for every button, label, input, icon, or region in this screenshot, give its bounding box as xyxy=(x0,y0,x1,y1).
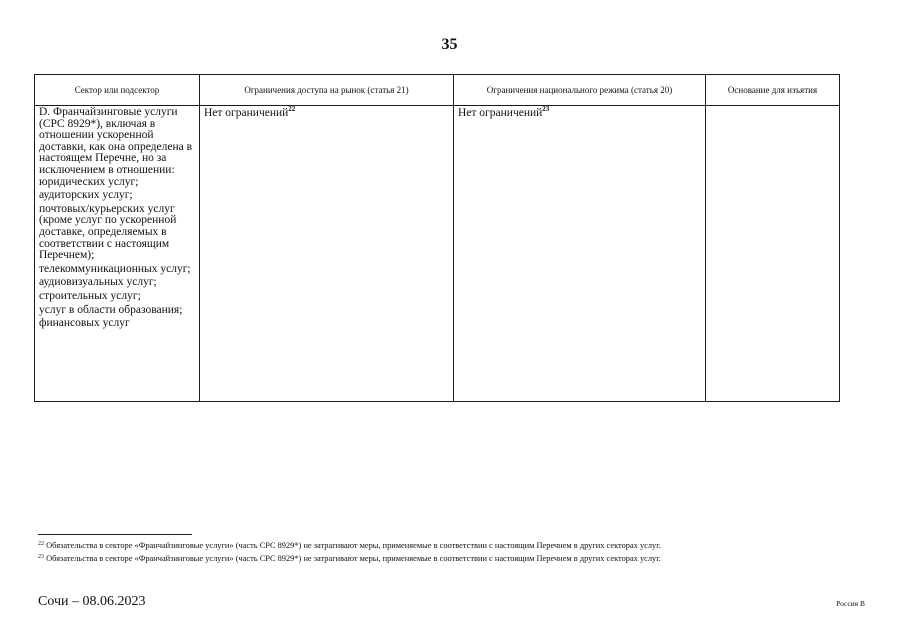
header-market-access: Ограничения доступа на рынок (статья 21) xyxy=(200,75,454,106)
footnote-ref-23: 23 xyxy=(542,105,550,113)
header-sector: Сектор или подсектор xyxy=(35,75,200,106)
sector-exception-item: телекоммуникационных услуг; xyxy=(39,262,191,275)
sector-exception-item: почтовых/курьерских услуг (кроме услуг по ускоренной доставке, определяемых в соответствии с настоящим Перечнем); xyxy=(39,202,177,262)
footnote-22 xyxy=(38,541,661,551)
footnote-text: Обязательства в секторе «Франчайзинговые услуги» (часть CPC 8929*) не затрагивают меры, применяемые в соответствии с настоящим Перечнем в других секторах услуг. xyxy=(46,541,661,550)
sector-exception-item: аудиовизуальных услуг; xyxy=(39,276,157,289)
footnote-ref-22: 22 xyxy=(288,105,296,113)
table-row xyxy=(35,106,840,402)
footnote-divider xyxy=(38,534,192,535)
page-number: 35 xyxy=(441,36,458,53)
header-basis-for-exemption: Основание для изъятия xyxy=(706,75,840,106)
footnote-text: Обязательства в секторе «Франчайзинговые услуги» (часть CPC 8929*) не затрагивают меры, применяемые в соответствии с настоящим Перечнем в других секторах услуг. xyxy=(46,554,661,563)
sector-cell xyxy=(35,106,200,402)
basis-for-exemption-cell xyxy=(706,106,840,402)
footnote-23 xyxy=(38,554,661,564)
footer-place-date: Сочи – 08.06.2023 xyxy=(38,594,146,609)
header-national-treatment: Ограничения национального режима (статья 20) xyxy=(454,75,706,106)
table-header-row xyxy=(35,75,840,106)
national-treatment-cell xyxy=(454,106,706,402)
sector-exception-item: юридических услуг; xyxy=(39,175,139,188)
market-access-cell xyxy=(200,106,454,402)
sector-exception-item: аудиторских услуг; xyxy=(39,189,133,202)
national-treatment-text: Нет ограничений xyxy=(458,107,543,119)
footer-country: Россия В xyxy=(836,599,865,608)
sector-exception-item: услуг в области образования; xyxy=(39,303,183,316)
footnote-number: 23 xyxy=(38,554,44,560)
schedule-table xyxy=(34,74,840,402)
sector-title: D. Франчайзинговые услуги (CPC 8929*), включая в отношении ускоренной доставки, как она определена в настоящем Перечне, но за исключением в отношении: xyxy=(39,106,193,176)
market-access-text: Нет ограничений xyxy=(204,107,289,119)
sector-exception-item: финансовых услуг xyxy=(39,317,130,330)
sector-exception-item: строительных услуг; xyxy=(39,289,141,302)
footnote-number: 22 xyxy=(38,541,44,547)
